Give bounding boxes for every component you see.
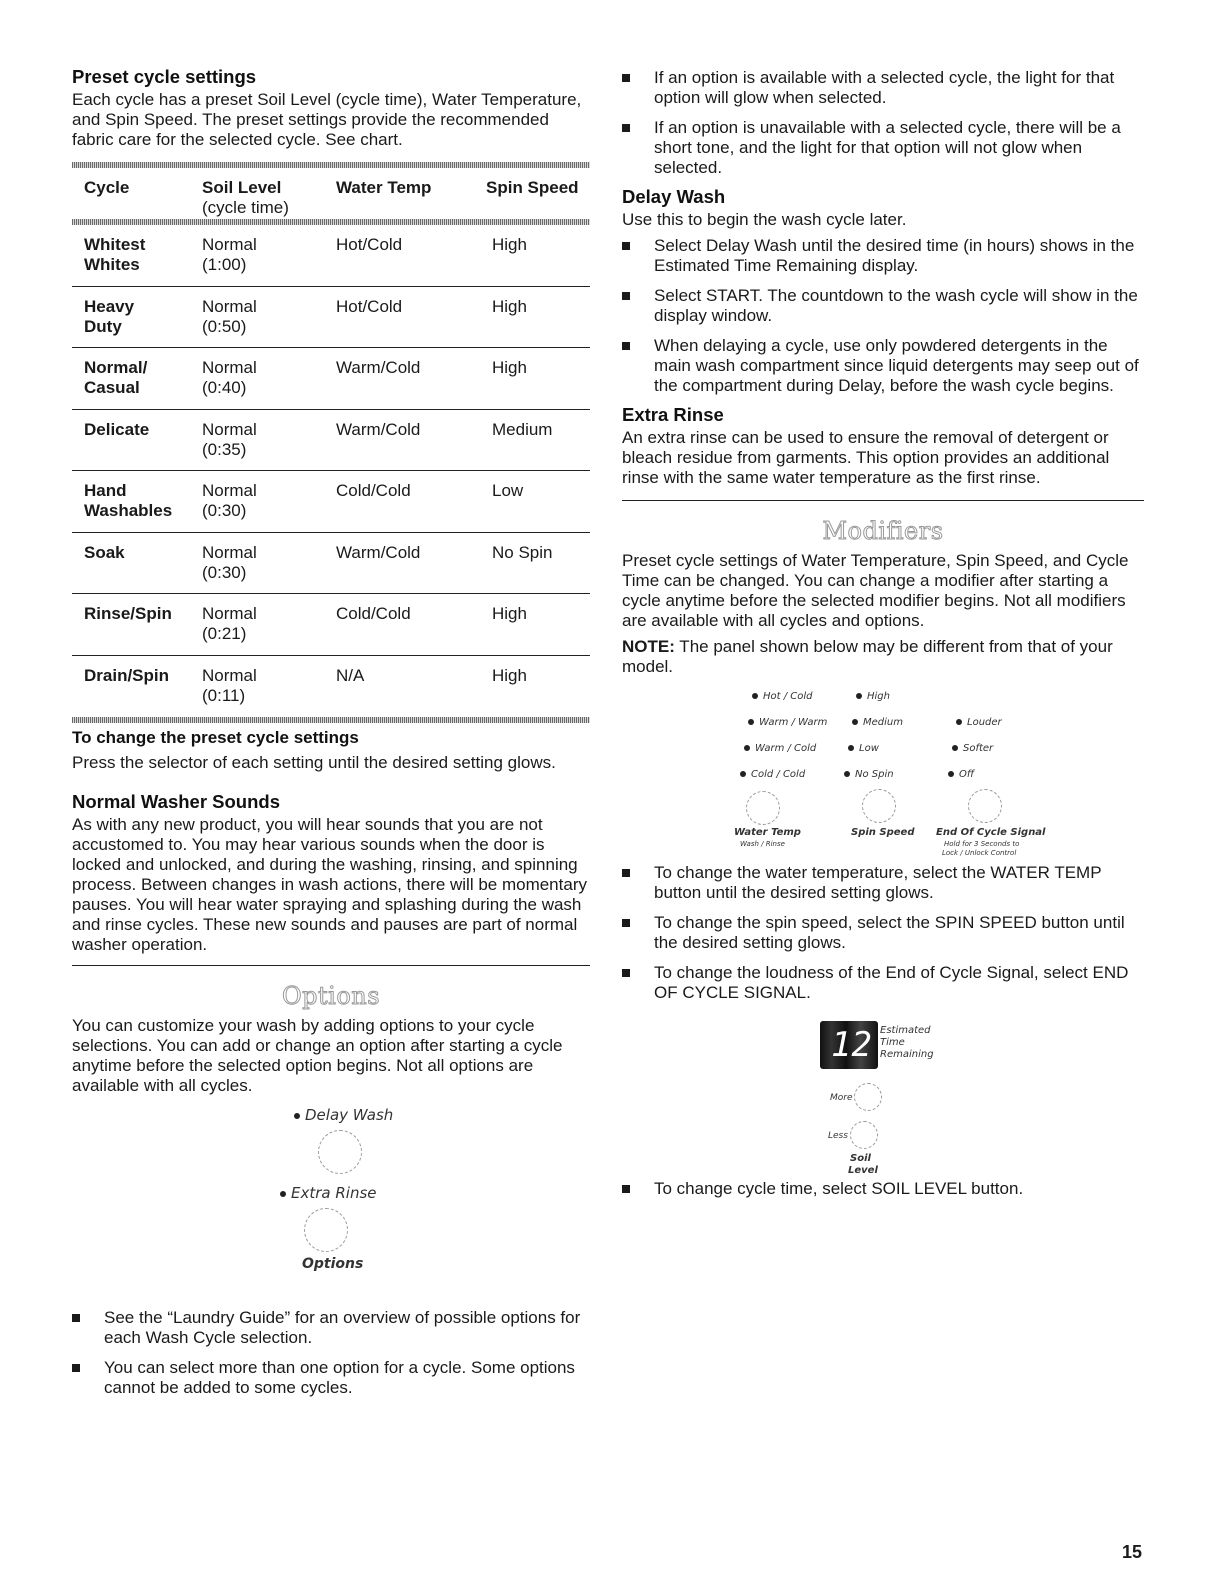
list-item: Select START. The countdown to the wash cycle will show in the display window. xyxy=(622,286,1144,326)
table-header xyxy=(72,168,590,219)
options-bullets xyxy=(72,1308,590,1398)
list-item: To change cycle time, select SOIL LEVEL button. xyxy=(622,1179,1144,1199)
preset-title: Preset cycle settings xyxy=(72,66,257,87)
option-glow-bullets xyxy=(622,68,1144,178)
water-temp-button[interactable] xyxy=(746,791,780,825)
list-item: Select Delay Wash until the desired time (in hours) shows in the Estimated Time Remaining display. xyxy=(622,236,1144,276)
modifiers-bullets xyxy=(622,863,1144,1003)
sounds-title: Normal Washer Sounds xyxy=(72,791,280,812)
options-title: Options xyxy=(281,982,381,1010)
sounds-text: As with any new product, you will hear sounds that you are not accustomed to. You may hear various sounds when the door is locked and unlocked, and during the washing, rinsing, and spinning process. Between changes in wash actions, there will be momentary pauses. You will hear water spraying and splashing during the wash and rinse cycles. These new sounds and pauses are part of normal washer operation. xyxy=(72,815,587,954)
remaining-label: Remaining xyxy=(880,1049,934,1060)
soil-more-button[interactable] xyxy=(854,1083,882,1111)
extra-rinse-title: Extra Rinse xyxy=(622,404,724,425)
temp-option: Cold / Cold xyxy=(740,769,805,780)
temp-option: Warm / Cold xyxy=(744,743,816,754)
table-row: Normal/ Casual Normal (0:40) Warm/Cold High xyxy=(72,348,590,410)
list-item: To change the water temperature, select the WATER TEMP button until the desired setting glows. xyxy=(622,863,1144,903)
table-rows xyxy=(72,225,590,717)
delay-wash-label: Delay Wash xyxy=(294,1106,393,1124)
note-label: NOTE: xyxy=(622,637,675,656)
modifiers-title: Modifiers xyxy=(822,517,944,545)
options-panel-label: Options xyxy=(302,1256,364,1272)
preset-intro: Each cycle has a preset Soil Level (cycle time), Water Temperature, and Spin Speed. The preset settings provide the recommended fabric care for the selected cycle. See chart. xyxy=(72,90,582,149)
signal-option: Softer xyxy=(952,743,993,754)
list-item: To change the spin speed, select the SPIN SPEED button until the desired setting glows. xyxy=(622,913,1144,953)
extra-rinse-text: An extra rinse can be used to ensure the removal of detergent or bleach residue from garments. This option provides an additional rinse with the same water temperature as the first rinse. xyxy=(622,428,1110,487)
list-item: If an option is unavailable with a selected cycle, there will be a short tone, and the light for that option will not glow when selected. xyxy=(622,118,1144,178)
list-item: If an option is available with a selected cycle, the light for that option will glow when selected. xyxy=(622,68,1144,108)
time-display-value: 12 xyxy=(831,1025,872,1065)
page-number: 15 xyxy=(1121,1542,1142,1562)
delay-title: Delay Wash xyxy=(622,186,726,207)
spin-option: Medium xyxy=(852,717,903,728)
table-row: Rinse/Spin Normal (0:21) Cold/Cold High xyxy=(72,594,590,656)
end-of-cycle-signal-button[interactable] xyxy=(968,789,1002,823)
table-row: Heavy Duty Normal (0:50) Hot/Cold High xyxy=(72,287,590,349)
delay-wash-light-icon xyxy=(294,1113,300,1119)
time-display xyxy=(820,1021,878,1069)
modifiers-panel xyxy=(622,677,1144,857)
signal-sub: Lock / Unlock Control xyxy=(942,849,1017,857)
table-row: Whitest Whites Normal (1:00) Hot/Cold High xyxy=(72,225,590,287)
temp-option: Hot / Cold xyxy=(752,691,813,702)
list-item: When delaying a cycle, use only powdered detergents in the main wash compartment since liquid detergents may seep out of the compartment during Delay, before the wash cycle begins. xyxy=(622,336,1144,396)
table-row: Delicate Normal (0:35) Warm/Cold Medium xyxy=(72,410,590,472)
cycle-table xyxy=(72,162,590,723)
extra-rinse-light-icon xyxy=(280,1191,286,1197)
modifiers-note xyxy=(622,637,1144,677)
time-label: Time xyxy=(880,1037,905,1048)
soil-level-panel xyxy=(622,1003,1144,1175)
options-divider xyxy=(72,965,590,966)
spin-option: Low xyxy=(848,743,879,754)
estimated-label: Estimated xyxy=(880,1025,931,1036)
header-spin: Spin Speed xyxy=(486,178,579,197)
note-text: The panel shown below may be different from that of your model. xyxy=(622,637,1113,676)
left-column xyxy=(72,66,590,1398)
list-item: You can select more than one option for a cycle. Some options cannot be added to some cycles. xyxy=(72,1358,590,1398)
table-row: Soak Normal (0:30) Warm/Cold No Spin xyxy=(72,533,590,595)
temp-option: Warm / Warm xyxy=(748,717,827,728)
table-row: Drain/Spin Normal (0:11) N/A High xyxy=(84,665,527,705)
soil-label: Soil xyxy=(850,1153,871,1164)
delay-intro: Use this to begin the wash cycle later. xyxy=(622,210,907,229)
table-bottom-rule xyxy=(72,717,590,723)
signal-option: Off xyxy=(948,769,974,780)
water-temp-sub: Wash / Rinse xyxy=(740,840,785,848)
water-temp-label: Water Temp xyxy=(734,827,801,838)
signal-sub: Hold for 3 Seconds to xyxy=(944,840,1020,848)
spin-speed-button[interactable] xyxy=(862,789,896,823)
extra-rinse-button[interactable] xyxy=(304,1208,348,1252)
spin-option: No Spin xyxy=(844,769,894,780)
change-preset-text: Press the selector of each setting until the desired setting glows. xyxy=(72,753,556,772)
delay-wash-button[interactable] xyxy=(318,1130,362,1174)
soil-less-button[interactable] xyxy=(850,1121,878,1149)
signal-option: Louder xyxy=(956,717,1002,728)
extra-rinse-label: Extra Rinse xyxy=(280,1184,377,1202)
table-row: Hand Washables Normal (0:30) Cold/Cold Low xyxy=(72,471,590,533)
header-soil: Soil Level (cycle time) xyxy=(202,178,289,217)
less-label: Less xyxy=(828,1131,848,1141)
signal-label: End Of Cycle Signal xyxy=(936,827,1046,838)
delay-bullets xyxy=(622,236,1144,396)
modifiers-text: Preset cycle settings of Water Temperature, Spin Speed, and Cycle Time can be changed. You can change a modifier after starting a cycle anytime before the selected modifier begins. Not all modifiers are available with all cycles and options. xyxy=(622,551,1129,630)
list-item: See the “Laundry Guide” for an overview of possible options for each Wash Cycle selection. xyxy=(72,1308,590,1348)
right-column xyxy=(622,68,1144,1199)
spin-speed-label: Spin Speed xyxy=(851,827,915,838)
change-preset-title: To change the preset cycle settings xyxy=(72,728,359,747)
header-temp: Water Temp xyxy=(336,178,432,197)
list-item: To change the loudness of the End of Cycle Signal, select END OF CYCLE SIGNAL. xyxy=(622,963,1144,1003)
spin-option: High xyxy=(856,691,890,702)
level-label: Level xyxy=(848,1165,878,1176)
more-label: More xyxy=(830,1093,853,1103)
soil-bullets xyxy=(622,1179,1144,1199)
options-text: You can customize your wash by adding options to your cycle selections. You can add or change an option after starting a cycle anytime before the selected option begins. Not all options are available with all cycles. xyxy=(72,1016,563,1095)
options-panel xyxy=(72,1096,590,1284)
header-cycle: Cycle xyxy=(84,178,130,197)
modifiers-divider xyxy=(622,500,1144,501)
